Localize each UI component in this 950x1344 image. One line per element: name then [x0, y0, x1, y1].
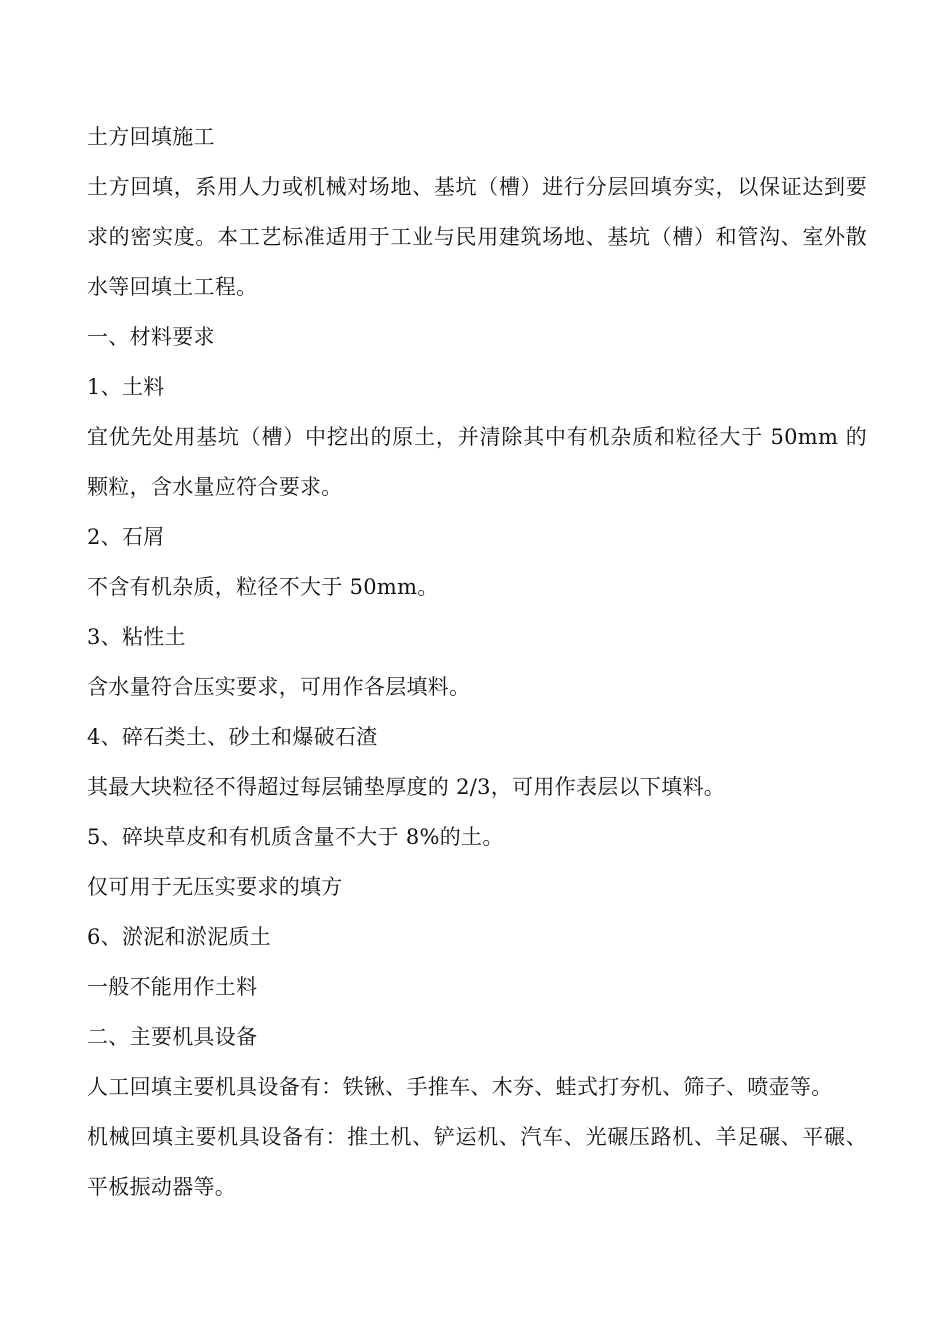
paragraph-stone-chips: 不含有机杂质，粒径不大于 50mm。: [87, 575, 439, 599]
paragraph-clay: 含水量符合压实要求，可用作各层填料。: [87, 675, 471, 699]
paragraph-turf: 仅可用于无压实要求的填方: [87, 875, 343, 899]
paragraph-soil: 宜优先处用基坑（槽）中挖出的原土，并清除其中有机杂质和粒径大于 50mm 的颗粒，含水量应符合要求。: [87, 425, 867, 499]
intro-paragraph: 土方回填，系用人力或机械对场地、基坑（槽）进行分层回填夯实，以保证达到要求的密实度。本工艺标准适用于工业与民用建筑场地、基坑（槽）和管沟、室外散水等回填土工程。: [87, 175, 867, 299]
paragraph-gravel: 其最大块粒径不得超过每层铺垫厚度的 2/3，可用作表层以下填料。: [87, 775, 726, 799]
subheading-silt: 6、淤泥和淤泥质土: [87, 925, 272, 949]
paragraph-mechanical-equipment: 机械回填主要机具设备有：推土机、铲运机、汽车、光碾压路机、羊足碾、平碾、平板振动器等。: [87, 1125, 867, 1199]
section-heading-materials: 一、材料要求: [87, 325, 215, 349]
subheading-stone-chips: 2、石屑: [87, 525, 165, 549]
section-heading-equipment: 二、主要机具设备: [87, 1025, 258, 1049]
paragraph-manual-equipment: 人工回填主要机具设备有：铁锹、手推车、木夯、蛙式打夯机、筛子、喷壶等。: [87, 1075, 833, 1099]
document-body: [87, 112, 867, 1212]
subheading-clay: 3、粘性土: [87, 625, 186, 649]
subheading-gravel: 4、碎石类土、砂土和爆破石渣: [87, 725, 378, 749]
subheading-soil: 1、土料: [87, 375, 165, 399]
subheading-turf: 5、碎块草皮和有机质含量不大于 8%的土。: [87, 825, 504, 849]
document-title: 土方回填施工: [87, 125, 215, 149]
paragraph-silt: 一般不能用作土料: [87, 975, 258, 999]
